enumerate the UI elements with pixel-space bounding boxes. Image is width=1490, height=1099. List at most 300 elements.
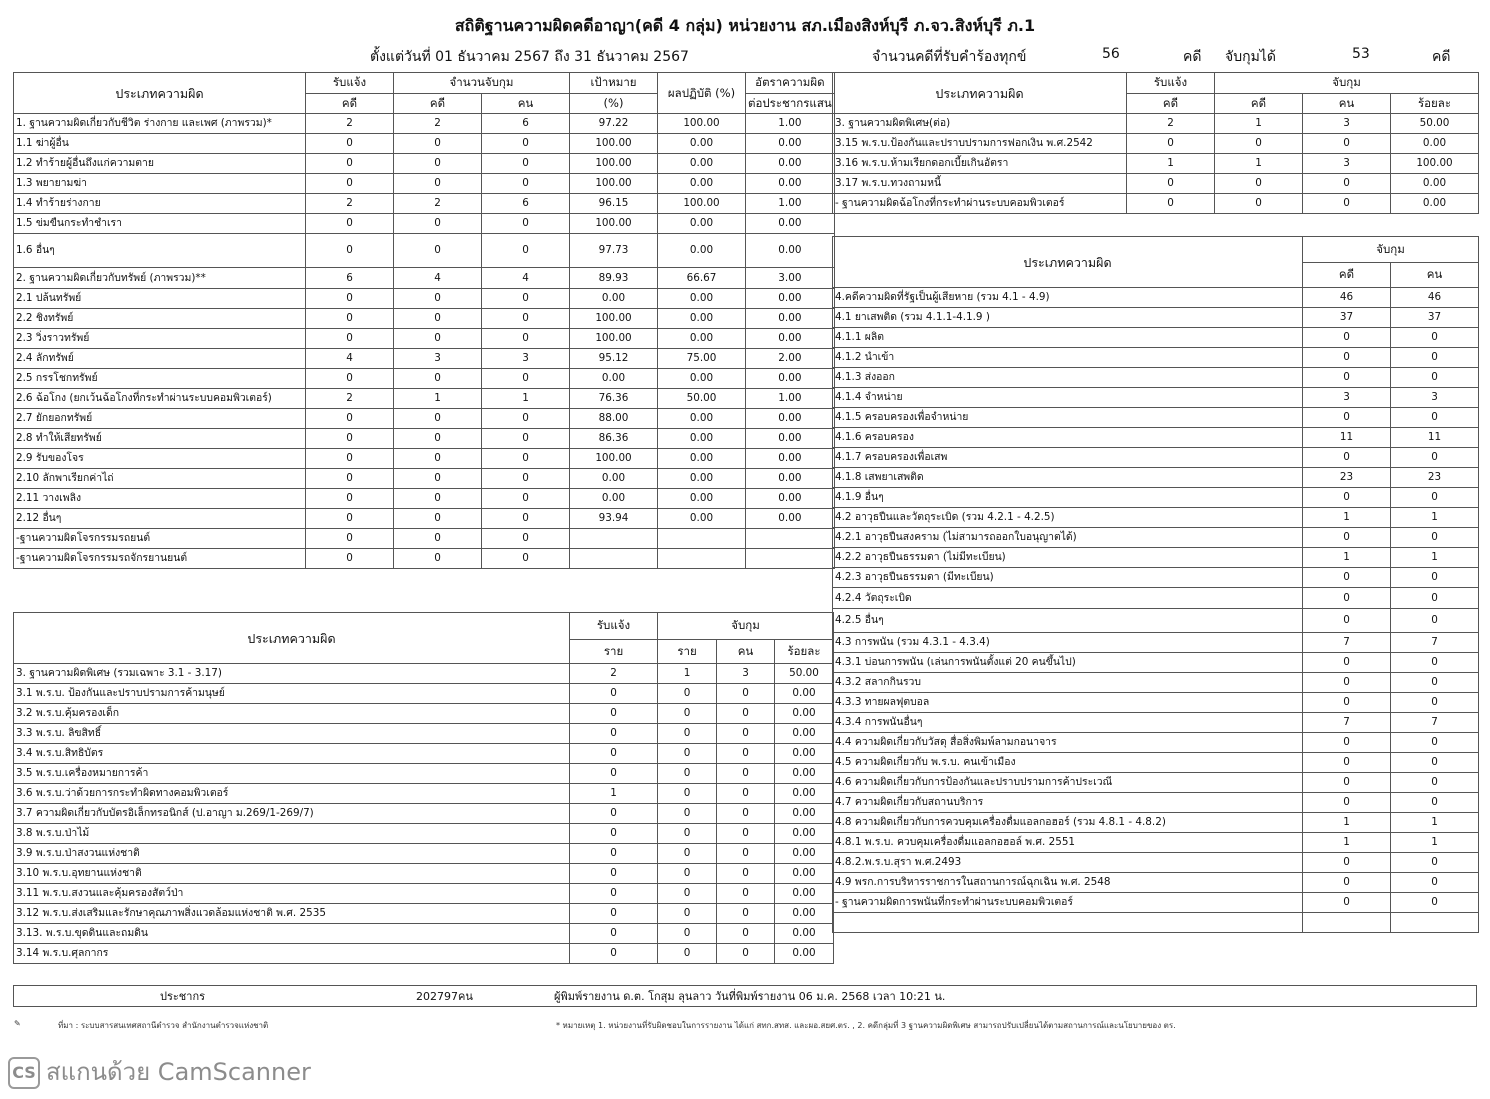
value-cell: 0 <box>1391 408 1479 428</box>
offense-label: 1.1 ฆ่าผู้อื่น <box>14 134 306 154</box>
value-cell <box>1303 913 1391 933</box>
value-cell: 0.00 <box>775 824 834 844</box>
table-row <box>14 469 835 489</box>
value-cell: 0 <box>717 924 775 944</box>
source-note: ที่มา : ระบบสารสนเทศสถานีตำรวจ สำนักงานตำรวจแห่งชาติ <box>58 1021 269 1030</box>
table-row <box>14 724 834 744</box>
offense-label: 4.2.1 อาวุธปืนสงคราม (ไม่สามารถออกใบอนุญาตได้) <box>833 528 1303 548</box>
value-cell: 3 <box>1391 388 1479 408</box>
value-cell: 88.00 <box>570 409 658 429</box>
value-cell: 96.15 <box>570 194 658 214</box>
table-row <box>833 154 1479 174</box>
value-cell: 0.00 <box>775 864 834 884</box>
offense-label: 3. ฐานความผิดพิเศษ(ต่อ) <box>833 114 1127 134</box>
value-cell: 0 <box>1303 408 1391 428</box>
table-row <box>14 194 835 214</box>
value-cell: 0 <box>482 134 570 154</box>
value-cell: 0 <box>482 329 570 349</box>
offense-label: 1. ฐานความผิดเกี่ยวกับชีวิต ร่างกาย และเพศ (ภาพรวม)* <box>14 114 306 134</box>
report-period: ตั้งแต่วันที่ 01 ธันวาคม 2567 ถึง 31 ธันวาคม 2567 <box>370 49 689 65</box>
value-cell: 0 <box>1215 134 1303 154</box>
table-row <box>833 793 1479 813</box>
offense-label: 2.12 อื่นๆ <box>14 509 306 529</box>
value-cell: 1 <box>570 784 658 804</box>
value-cell: 0 <box>482 489 570 509</box>
value-cell: 3 <box>717 664 775 684</box>
value-cell: 0 <box>570 924 658 944</box>
value-cell: 1 <box>1391 833 1479 853</box>
offense-label: 3.8 พ.ร.บ.ป่าไม้ <box>14 824 570 844</box>
value-cell <box>746 549 835 569</box>
value-cell: 0.00 <box>746 369 835 389</box>
table-row <box>833 813 1479 833</box>
value-cell: 2 <box>570 664 658 684</box>
value-cell: 0 <box>306 449 394 469</box>
table-row <box>14 429 835 449</box>
value-cell: 100.00 <box>570 309 658 329</box>
value-cell: 0.00 <box>658 214 746 234</box>
value-cell: 0.00 <box>658 449 746 469</box>
value-cell: 0 <box>658 804 717 824</box>
offense-label: 3.14 พ.ร.บ.ศุลกากร <box>14 944 570 964</box>
value-cell: 0 <box>717 844 775 864</box>
header-arrest: จับกุม <box>658 613 834 640</box>
value-cell: 0 <box>1127 174 1215 194</box>
value-cell: 0 <box>1303 793 1391 813</box>
table-row <box>14 369 835 389</box>
offense-label: 4.1.7 ครอบครองเพื่อเสพ <box>833 448 1303 468</box>
offense-label: -ฐานความผิดโจรกรรมรถจักรยานยนต์ <box>14 549 306 569</box>
table-row <box>14 924 834 944</box>
header-rate: อัตราความผิด <box>746 73 835 94</box>
table-row <box>14 349 835 369</box>
value-cell: 2 <box>306 114 394 134</box>
offense-label: 4.1.3 ส่งออก <box>833 368 1303 388</box>
value-cell: 0 <box>394 509 482 529</box>
value-cell: 97.22 <box>570 114 658 134</box>
value-cell: 0 <box>570 904 658 924</box>
value-cell: 0 <box>658 784 717 804</box>
table-row <box>833 773 1479 793</box>
complaint-unit: คดี <box>1183 49 1202 65</box>
offense-label: 3.7 ความผิดเกี่ยวกับบัตรอิเล็กทรอนิกส์ (ป.อาญา ม.269/1-269/7) <box>14 804 570 824</box>
value-cell: 0.00 <box>746 134 835 154</box>
value-cell: 0.00 <box>570 369 658 389</box>
camscanner-watermark <box>8 1052 311 1091</box>
header-percent: ร้อยละ <box>775 639 834 663</box>
offense-label: 3.15 พ.ร.บ.ป้องกันและปราบปรามการฟอกเงิน พ.ศ.2542 <box>833 134 1127 154</box>
offense-label: 4.2 อาวุธปืนและวัตถุระเบิด (รวม 4.2.1 - 4.2.5) <box>833 508 1303 528</box>
table-row <box>14 744 834 764</box>
value-cell: 0.00 <box>746 429 835 449</box>
value-cell <box>658 549 746 569</box>
value-cell: 0 <box>658 884 717 904</box>
value-cell: 0.00 <box>775 844 834 864</box>
table-row <box>833 713 1479 733</box>
value-cell: 86.36 <box>570 429 658 449</box>
value-cell: 3 <box>1303 114 1391 134</box>
value-cell <box>658 529 746 549</box>
table-row <box>833 873 1479 893</box>
value-cell: 100.00 <box>658 114 746 134</box>
value-cell: 0.00 <box>775 804 834 824</box>
value-cell: 0 <box>658 724 717 744</box>
value-cell: 37 <box>1303 308 1391 328</box>
value-cell: 0 <box>394 429 482 449</box>
table-row <box>14 268 835 289</box>
value-cell <box>746 529 835 549</box>
table-row <box>14 489 835 509</box>
offense-label: 3.1 พ.ร.บ. ป้องกันและปราบปรามการค้ามนุษย์ <box>14 684 570 704</box>
value-cell: 0 <box>1391 773 1479 793</box>
table-row <box>14 684 834 704</box>
complaint-value: 56 <box>1102 46 1120 62</box>
value-cell: 0 <box>306 214 394 234</box>
value-cell: 0 <box>1303 733 1391 753</box>
right-state-offense-table <box>832 236 1479 933</box>
offense-label: 2.6 ฉ้อโกง (ยกเว้นฉ้อโกงที่กระทำผ่านระบบคอมพิวเตอร์) <box>14 389 306 409</box>
table-row <box>14 664 834 684</box>
population-label: ประชากร <box>160 990 206 1003</box>
value-cell: 0 <box>394 214 482 234</box>
value-cell: 6 <box>482 194 570 214</box>
header-arrest: จับกุม <box>1303 237 1479 263</box>
offense-label: 3.9 พ.ร.บ.ป่าสงวนแห่งชาติ <box>14 844 570 864</box>
table-row <box>833 853 1479 873</box>
value-cell <box>1391 913 1479 933</box>
value-cell: 0 <box>717 684 775 704</box>
value-cell: 0 <box>1303 368 1391 388</box>
value-cell: 0 <box>570 884 658 904</box>
table-row <box>833 528 1479 548</box>
table-row <box>833 913 1479 933</box>
offense-label: - ฐานความผิดฉ้อโกงที่กระทำผ่านระบบคอมพิวเตอร์ <box>833 194 1127 214</box>
value-cell: 0.00 <box>775 904 834 924</box>
value-cell: 0 <box>717 884 775 904</box>
table-row <box>833 428 1479 448</box>
value-cell: 0.00 <box>746 409 835 429</box>
arrest-value: 53 <box>1352 46 1370 62</box>
offense-label: 1.3 พยายามฆ่า <box>14 174 306 194</box>
value-cell: 100.00 <box>570 214 658 234</box>
offense-label: 2. ฐานความผิดเกี่ยวกับทรัพย์ (ภาพรวม)** <box>14 268 306 289</box>
table-row <box>833 328 1479 348</box>
camscanner-text: สแกนด้วย CamScanner <box>46 1058 311 1086</box>
value-cell: 0 <box>482 529 570 549</box>
value-cell: 0 <box>306 509 394 529</box>
value-cell: 0 <box>1303 693 1391 713</box>
value-cell: 0 <box>1391 873 1479 893</box>
report-title: สถิติฐานความผิดคดีอาญา(คดี 4 กลุ่ม) หน่วยงาน สภ.เมืองสิงห์บุรี ภ.จว.สิงห์บุรี ภ.1 <box>454 16 1036 35</box>
table-row <box>14 764 834 784</box>
value-cell: 2.00 <box>746 349 835 369</box>
value-cell: 0 <box>482 469 570 489</box>
value-cell: 0 <box>570 704 658 724</box>
offense-label: 4.8.1 พ.ร.บ. ควบคุมเครื่องดื่มแอลกอฮอล์ พ.ศ. 2551 <box>833 833 1303 853</box>
value-cell: 0 <box>306 289 394 309</box>
value-cell: 0 <box>658 764 717 784</box>
value-cell: 0.00 <box>775 704 834 724</box>
value-cell: 0 <box>658 824 717 844</box>
header-person: คน <box>1391 262 1479 288</box>
offense-label: 4.5 ความผิดเกี่ยวกับ พ.ร.บ. คนเข้าเมือง <box>833 753 1303 773</box>
value-cell: 0.00 <box>658 329 746 349</box>
value-cell: 0 <box>658 704 717 724</box>
value-cell: 0 <box>1391 348 1479 368</box>
offense-label: 4.2.4 วัตถุระเบิด <box>833 588 1303 609</box>
value-cell: 0 <box>1303 568 1391 588</box>
value-cell: 0.00 <box>658 154 746 174</box>
value-cell: 0 <box>482 309 570 329</box>
table-row <box>14 114 835 134</box>
value-cell: 0 <box>394 174 482 194</box>
value-cell: 7 <box>1303 713 1391 733</box>
value-cell: 0.00 <box>775 724 834 744</box>
header-rate-per-100k: ต่อประชากรแสน <box>746 93 835 114</box>
value-cell: 0 <box>1303 174 1391 194</box>
value-cell: 0 <box>306 549 394 569</box>
value-cell: 0 <box>1303 194 1391 214</box>
offense-label: 2.11 วางเพลิง <box>14 489 306 509</box>
offense-label: 4.2.3 อาวุธปืนธรรมดา (มีทะเบียน) <box>833 568 1303 588</box>
value-cell: 0 <box>1303 893 1391 913</box>
value-cell: 0 <box>306 329 394 349</box>
value-cell: 0 <box>306 429 394 449</box>
value-cell: 0 <box>658 744 717 764</box>
table-row <box>14 944 834 964</box>
value-cell: 0.00 <box>658 309 746 329</box>
offense-label: 3.12 พ.ร.บ.ส่งเสริมและรักษาคุณภาพสิ่งแวดล้อมแห่งชาติ พ.ศ. 2535 <box>14 904 570 924</box>
value-cell: 7 <box>1303 633 1391 653</box>
header-arrest-count: จำนวนจับกุม <box>394 73 570 94</box>
value-cell: 0 <box>1303 873 1391 893</box>
value-cell: 0 <box>1303 134 1391 154</box>
value-cell: 0 <box>1391 893 1479 913</box>
value-cell: 100.00 <box>570 154 658 174</box>
table-row <box>833 388 1479 408</box>
header-arrest: จับกุม <box>1215 73 1479 94</box>
offense-label: 4.1.6 ครอบครอง <box>833 428 1303 448</box>
offense-label: 1.5 ข่มขืนกระทำชำเรา <box>14 214 306 234</box>
value-cell: 0 <box>717 784 775 804</box>
value-cell: 0 <box>1215 194 1303 214</box>
offense-label: 2.10 ลักพาเรียกค่าไถ่ <box>14 469 306 489</box>
value-cell: 0 <box>570 764 658 784</box>
value-cell: 0 <box>570 804 658 824</box>
offense-label: 4.4 ความผิดเกี่ยวกับวัสดุ สื่อสิ่งพิมพ์ลามกอนาจาร <box>833 733 1303 753</box>
offense-label: 4.2.2 อาวุธปืนธรรมดา (ไม่มีทะเบียน) <box>833 548 1303 568</box>
value-cell: 2 <box>394 114 482 134</box>
header-offense: ประเภทความผิด <box>14 613 570 664</box>
value-cell: 0 <box>717 904 775 924</box>
value-cell: 7 <box>1391 633 1479 653</box>
header-case: คดี <box>1303 262 1391 288</box>
value-cell: 75.00 <box>658 349 746 369</box>
offense-label: 2.5 กรรโชกทรัพย์ <box>14 369 306 389</box>
value-cell: 0.00 <box>1391 134 1479 154</box>
value-cell: 0.00 <box>658 489 746 509</box>
footnote: * หมายเหตุ 1. หน่วยงานที่รับผิดชอบในการรายงาน ได้แก่ สทก.สทส. และผอ.สยศ.ตร. , 2. คดีกลุ่มที่ 3 ฐานความผิดพิเศษ สามารถปรับเปลี่ยนได้ตามสถานการณ์และนโยบายของ ตร. <box>556 1021 1176 1030</box>
offense-label: 4.9 พรก.การบริหารราชการในสถานการณ์ฉุกเฉิน พ.ศ. 2548 <box>833 873 1303 893</box>
header-target: เป้าหมาย <box>570 73 658 94</box>
offense-label: -ฐานความผิดโจรกรรมรถยนต์ <box>14 529 306 549</box>
header-case: คดี <box>306 93 394 114</box>
value-cell: 0.00 <box>658 234 746 268</box>
offense-label: 3.6 พ.ร.บ.ว่าด้วยการกระทำผิดทางคอมพิวเตอร์ <box>14 784 570 804</box>
footer-line <box>13 985 1477 1007</box>
value-cell: 0 <box>394 489 482 509</box>
value-cell: 0 <box>394 309 482 329</box>
value-cell: 46 <box>1303 288 1391 308</box>
value-cell: 50.00 <box>1391 114 1479 134</box>
value-cell: 0 <box>570 944 658 964</box>
header-case: คดี <box>1215 93 1303 114</box>
value-cell: 23 <box>1391 468 1479 488</box>
value-cell: 0 <box>1391 853 1479 873</box>
value-cell: 0 <box>482 509 570 529</box>
offense-label: 4.6 ความผิดเกี่ยวกับการป้องกันและปราบปรามการค้าประเวณี <box>833 773 1303 793</box>
offense-label: 4.3.3 ทายผลฟุตบอล <box>833 693 1303 713</box>
value-cell: 0 <box>1391 733 1479 753</box>
offense-label: 2.2 ชิงทรัพย์ <box>14 309 306 329</box>
value-cell: 3 <box>394 349 482 369</box>
table-row <box>833 609 1479 633</box>
offense-label: 1.6 อื่นๆ <box>14 234 306 268</box>
value-cell: 37 <box>1391 308 1479 328</box>
value-cell: 0.00 <box>1391 174 1479 194</box>
value-cell: 0 <box>394 449 482 469</box>
offense-label <box>833 913 1303 933</box>
table-row <box>14 784 834 804</box>
value-cell: 50.00 <box>775 664 834 684</box>
value-cell: 0 <box>1303 653 1391 673</box>
value-cell: 100.00 <box>570 174 658 194</box>
value-cell: 1 <box>1127 154 1215 174</box>
value-cell: 2 <box>394 194 482 214</box>
value-cell: 0 <box>658 684 717 704</box>
table-row <box>14 904 834 924</box>
value-cell: 11 <box>1303 428 1391 448</box>
value-cell: 0 <box>482 409 570 429</box>
offense-label: 4.3.2 สลากกินรวบ <box>833 673 1303 693</box>
offense-label: 4.1.9 อื่นๆ <box>833 488 1303 508</box>
value-cell: 0.00 <box>658 369 746 389</box>
value-cell: 6 <box>306 268 394 289</box>
value-cell: 0 <box>1391 753 1479 773</box>
table-row <box>14 884 834 904</box>
header-offense: ประเภทความผิด <box>14 73 306 114</box>
value-cell: 3 <box>482 349 570 369</box>
value-cell: 0 <box>306 134 394 154</box>
value-cell: 0 <box>394 154 482 174</box>
value-cell: 0.00 <box>570 469 658 489</box>
table-row <box>833 733 1479 753</box>
table-row <box>14 549 835 569</box>
offense-label: 3.2 พ.ร.บ.คุ้มครองเด็ก <box>14 704 570 724</box>
value-cell: 0.00 <box>775 924 834 944</box>
value-cell: 1 <box>658 664 717 684</box>
offense-label: 3.13. พ.ร.บ.ขุดดินและถมดิน <box>14 924 570 944</box>
special-offense-table <box>13 612 834 964</box>
value-cell: 0 <box>570 684 658 704</box>
value-cell: 0 <box>1303 448 1391 468</box>
value-cell: 0 <box>1391 568 1479 588</box>
value-cell: 0 <box>570 864 658 884</box>
offense-label: 4.8.2.พ.ร.บ.สุรา พ.ศ.2493 <box>833 853 1303 873</box>
offense-label: 2.1 ปล้นทรัพย์ <box>14 289 306 309</box>
table-row <box>833 673 1479 693</box>
table-row <box>14 804 834 824</box>
table-row <box>833 588 1479 609</box>
value-cell: 0.00 <box>775 884 834 904</box>
value-cell: 7 <box>1391 713 1479 733</box>
table-row <box>833 348 1479 368</box>
value-cell: 0 <box>1303 528 1391 548</box>
value-cell: 0 <box>306 234 394 268</box>
header-offense: ประเภทความผิด <box>833 237 1303 288</box>
table-row <box>833 893 1479 913</box>
value-cell: 0 <box>717 944 775 964</box>
offense-label: 3.4 พ.ร.บ.สิทธิบัตร <box>14 744 570 764</box>
header-result: ผลปฏิบัติ (%) <box>658 73 746 114</box>
value-cell: 0 <box>306 469 394 489</box>
offense-label: 3. ฐานความผิดพิเศษ (รวมเฉพาะ 3.1 - 3.17) <box>14 664 570 684</box>
header-case: คดี <box>1127 93 1215 114</box>
header-percent: (%) <box>570 93 658 114</box>
arrest-unit: คดี <box>1432 49 1451 65</box>
value-cell: 3 <box>1303 154 1391 174</box>
value-cell: 100.00 <box>570 329 658 349</box>
value-cell: 0 <box>658 844 717 864</box>
value-cell: 0.00 <box>746 329 835 349</box>
value-cell: 0 <box>1391 448 1479 468</box>
value-cell: 0.00 <box>746 469 835 489</box>
offense-label: 4.3.1 บ่อนการพนัน (เล่นการพนันตั้งแต่ 20 คนขึ้นไป) <box>833 653 1303 673</box>
offense-label: 2.9 รับของโจร <box>14 449 306 469</box>
special-table-body <box>14 664 834 964</box>
value-cell: 0 <box>394 529 482 549</box>
value-cell: 0 <box>658 924 717 944</box>
table-row <box>14 234 835 268</box>
value-cell: 0 <box>1391 528 1479 548</box>
header-reported: รับแจ้ง <box>570 613 658 640</box>
value-cell: 0 <box>394 549 482 569</box>
value-cell: 0 <box>306 309 394 329</box>
table-row <box>14 329 835 349</box>
table-row <box>833 633 1479 653</box>
table-row <box>833 568 1479 588</box>
value-cell: 0 <box>717 704 775 724</box>
value-cell: 0 <box>482 154 570 174</box>
value-cell: 0.00 <box>746 289 835 309</box>
value-cell: 2 <box>306 389 394 409</box>
value-cell: 0 <box>1303 348 1391 368</box>
value-cell: 0 <box>482 449 570 469</box>
value-cell: 0 <box>306 369 394 389</box>
value-cell: 0 <box>394 469 482 489</box>
table-row <box>833 508 1479 528</box>
value-cell: 0 <box>394 289 482 309</box>
table-row <box>14 409 835 429</box>
value-cell: 1 <box>1215 114 1303 134</box>
value-cell: 4 <box>482 268 570 289</box>
value-cell: 0 <box>1391 653 1479 673</box>
table-row <box>833 753 1479 773</box>
value-cell: 0 <box>570 744 658 764</box>
offense-label: - ฐานความผิดการพนันที่กระทำผ่านระบบคอมพิวเตอร์ <box>833 893 1303 913</box>
value-cell: 0 <box>658 904 717 924</box>
value-cell: 0 <box>1303 328 1391 348</box>
